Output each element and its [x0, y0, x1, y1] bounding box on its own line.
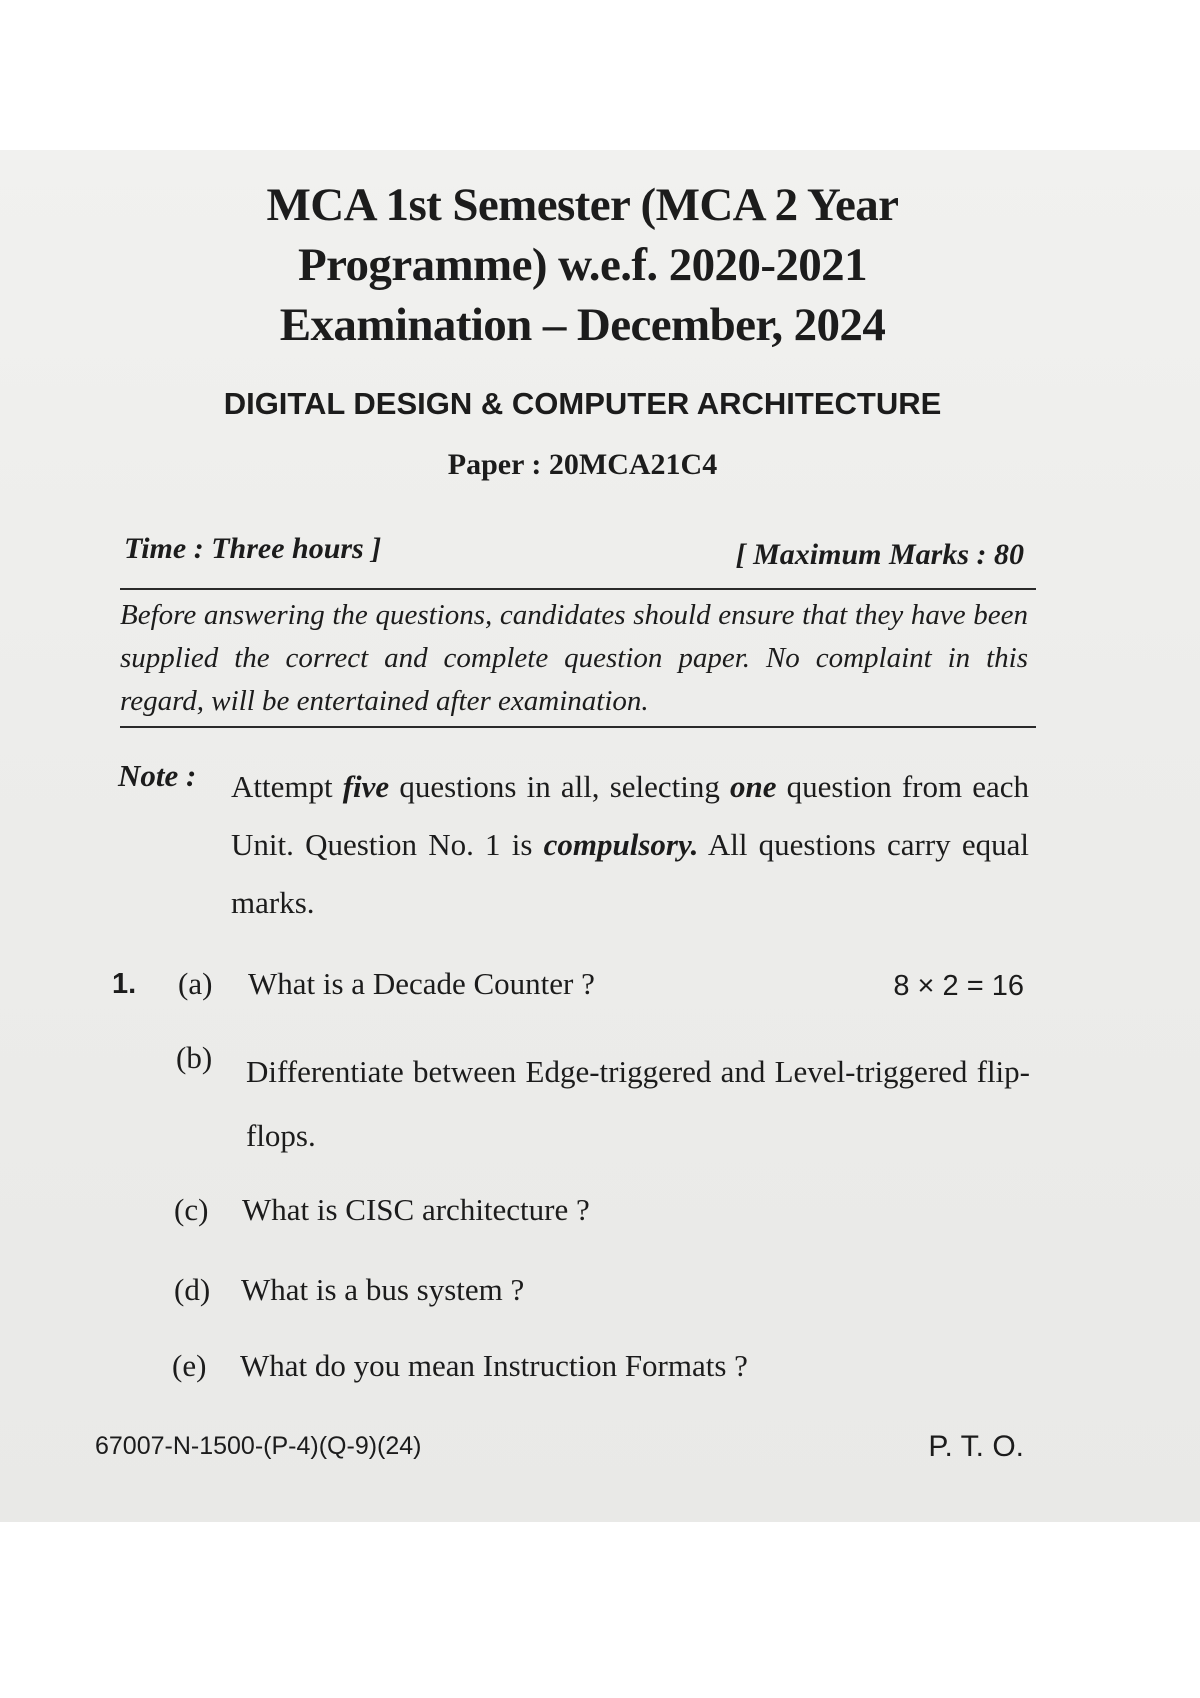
note-text-part-2: questions in all, selecting [389, 769, 731, 804]
part-a-text: What is a Decade Counter ? [248, 966, 595, 1001]
part-b-text: Differentiate between Edge-triggered and Level-triggered flip-flops. [246, 1054, 1030, 1153]
paper-code: Paper : 20MCA21C4 [447, 448, 718, 481]
subject-title: DIGITAL DESIGN & COMPUTER ARCHITECTURE [223, 386, 942, 421]
part-c-text: What is CISC architecture ? [242, 1192, 590, 1227]
title-line-3: Examination – December, 2024 [279, 299, 886, 351]
part-e-label: (e) [172, 1348, 207, 1383]
part-d-text: What is a bus system ? [241, 1272, 525, 1307]
note-emphasis-one: one [730, 769, 777, 804]
note-text-part-1: Attempt [231, 769, 343, 804]
part-a-label: (a) [178, 966, 213, 1001]
note-text-part-3: question from each Unit. Question No. 1 is [231, 769, 1029, 862]
note-text [231, 758, 1029, 932]
top-divider [120, 588, 1036, 590]
bottom-divider [120, 726, 1036, 728]
title-line-2: Programme) w.e.f. 2020-2021 [298, 239, 867, 291]
please-turn-over: P. T. O. [928, 1430, 1024, 1463]
note-emphasis-compulsory: compulsory. [543, 827, 699, 862]
part-c-label: (c) [174, 1192, 209, 1227]
note-text-part-4: All questions carry equal marks. [231, 827, 1029, 920]
candidate-instructions: Before answering the questions, candidates should ensure that they have been supplied the correct and complete question paper. No complaint in this regard, will be entertained after examination. [120, 599, 1028, 717]
question-number: 1. [112, 968, 137, 1000]
question-marks: 8 × 2 = 16 [893, 970, 1024, 1002]
exam-duration: Time : Three hours ] [124, 532, 382, 565]
note-label: Note : [118, 758, 197, 793]
note-emphasis-five: five [342, 769, 390, 804]
part-b-label: (b) [176, 1040, 213, 1075]
paper-reference-code: 67007-N-1500-(P-4)(Q-9)(24) [95, 1432, 422, 1460]
part-e-text: What do you mean Instruction Formats ? [240, 1348, 748, 1383]
part-d-label: (d) [174, 1272, 211, 1307]
title-line-1: MCA 1st Semester (MCA 2 Year [266, 179, 899, 231]
maximum-marks: [ Maximum Marks : 80 [735, 538, 1024, 571]
